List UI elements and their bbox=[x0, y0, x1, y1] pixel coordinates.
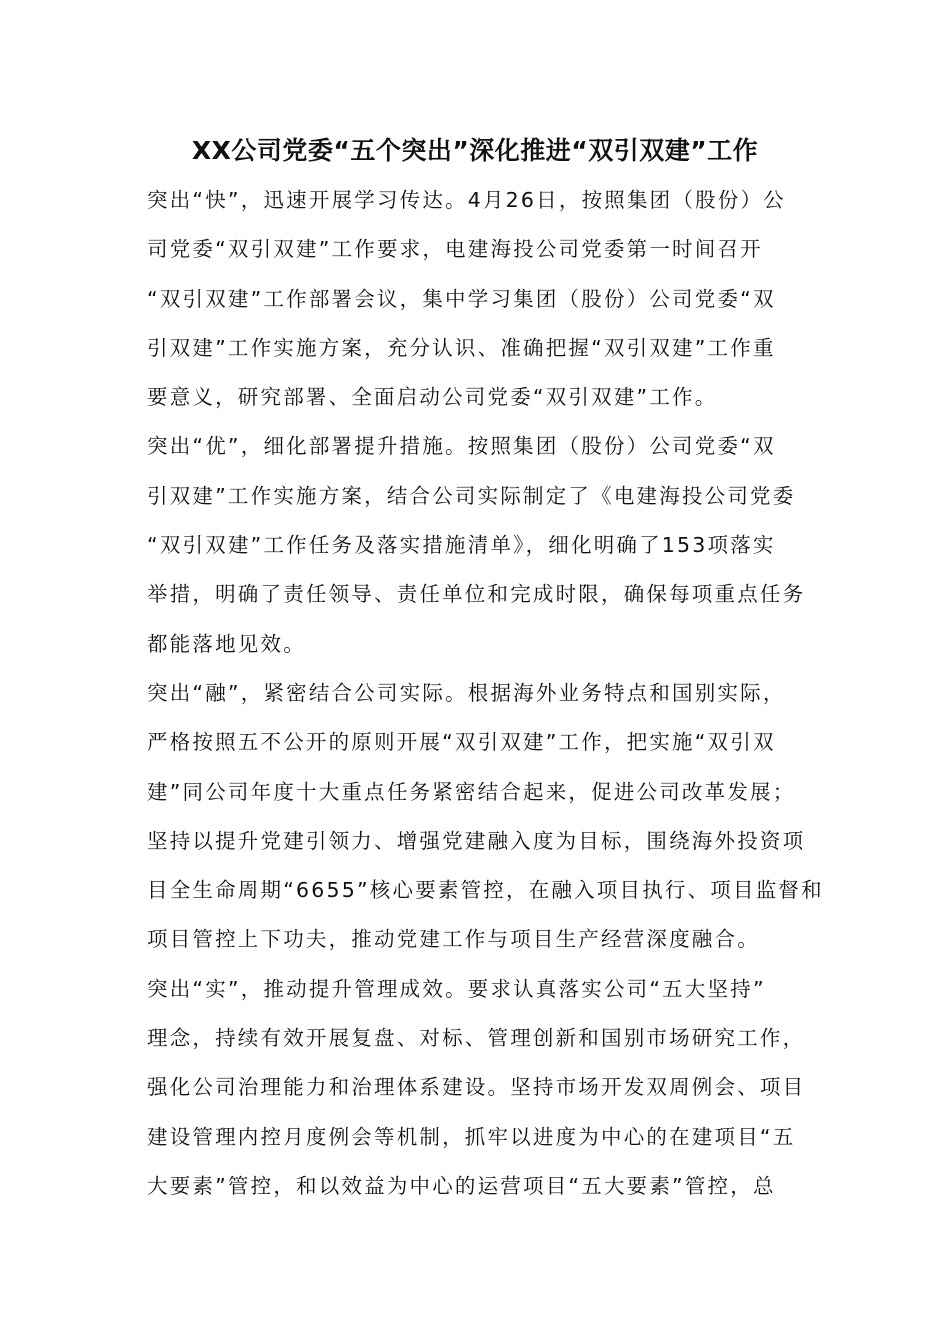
text-line: 理念，持续有效开展复盘、对标、管理创新和国别市场研究工作， bbox=[147, 1026, 806, 1051]
text-line: 项目管控上下功夫，推动党建工作与项目生产经营深度融合。 bbox=[147, 927, 760, 952]
paragraph-you bbox=[147, 422, 807, 668]
text-line: 突出“实”，推动提升管理成效。要求认真落实公司“五大坚持” bbox=[147, 976, 766, 1001]
text-line: 建”同公司年度十大重点任务紧密结合起来，促进公司改革发展； bbox=[147, 779, 796, 804]
text-line: 建设管理内控月度例会等机制，抓牢以进度为中心的在建项目“五 bbox=[147, 1124, 796, 1149]
text-line: 目全生命周期“6655”核心要素管控，在融入项目执行、项目监督和 bbox=[147, 878, 824, 903]
text-line: 引双建”工作实施方案，充分认识、准确把握“双引双建”工作重 bbox=[147, 335, 776, 360]
document-body bbox=[147, 176, 824, 1211]
text-line: 司党委“双引双建”工作要求，电建海投公司党委第一时间召开 bbox=[147, 237, 763, 262]
text-line: 突出“融”，紧密结合公司实际。根据海外业务特点和国别实际， bbox=[147, 680, 786, 705]
document-title: XX公司党委“五个突出”深化推进“双引双建”工作 bbox=[191, 136, 759, 165]
text-line: 突出“快”，迅速开展学习传达。4月26日，按照集团（股份）公 bbox=[147, 188, 786, 212]
text-line: 引双建”工作实施方案，结合公司实际制定了《电建海投公司党委 bbox=[147, 483, 796, 508]
text-line: “双引双建”工作部署会议，集中学习集团（股份）公司党委“双 bbox=[147, 286, 776, 311]
text-line: “双引双建”工作任务及落实措施清单》，细化明确了153项落实 bbox=[147, 533, 776, 558]
paragraph-kuai bbox=[147, 176, 807, 422]
paragraph-rong bbox=[147, 669, 824, 965]
text-line: 要意义，研究部署、全面启动公司党委“双引双建”工作。 bbox=[147, 385, 718, 410]
text-line: 强化公司治理能力和治理体系建设。坚持市场开发双周例会、项目 bbox=[147, 1075, 806, 1100]
paragraph-shi bbox=[147, 965, 807, 1211]
text-line: 举措，明确了责任领导、责任单位和完成时限，确保每项重点任务 bbox=[147, 582, 806, 607]
text-line: 突出“优”，细化部署提升措施。按照集团（股份）公司党委“双 bbox=[147, 434, 776, 459]
text-line: 都能落地见效。 bbox=[147, 631, 306, 656]
text-line: 大要素”管控，和以效益为中心的运营项目“五大要素”管控，总 bbox=[147, 1173, 776, 1198]
text-line: 坚持以提升党建引领力、增强党建融入度为目标，围绕海外投资项 bbox=[147, 828, 806, 853]
text-line: 严格按照五不公开的原则开展“双引双建”工作，把实施“双引双 bbox=[147, 730, 776, 755]
